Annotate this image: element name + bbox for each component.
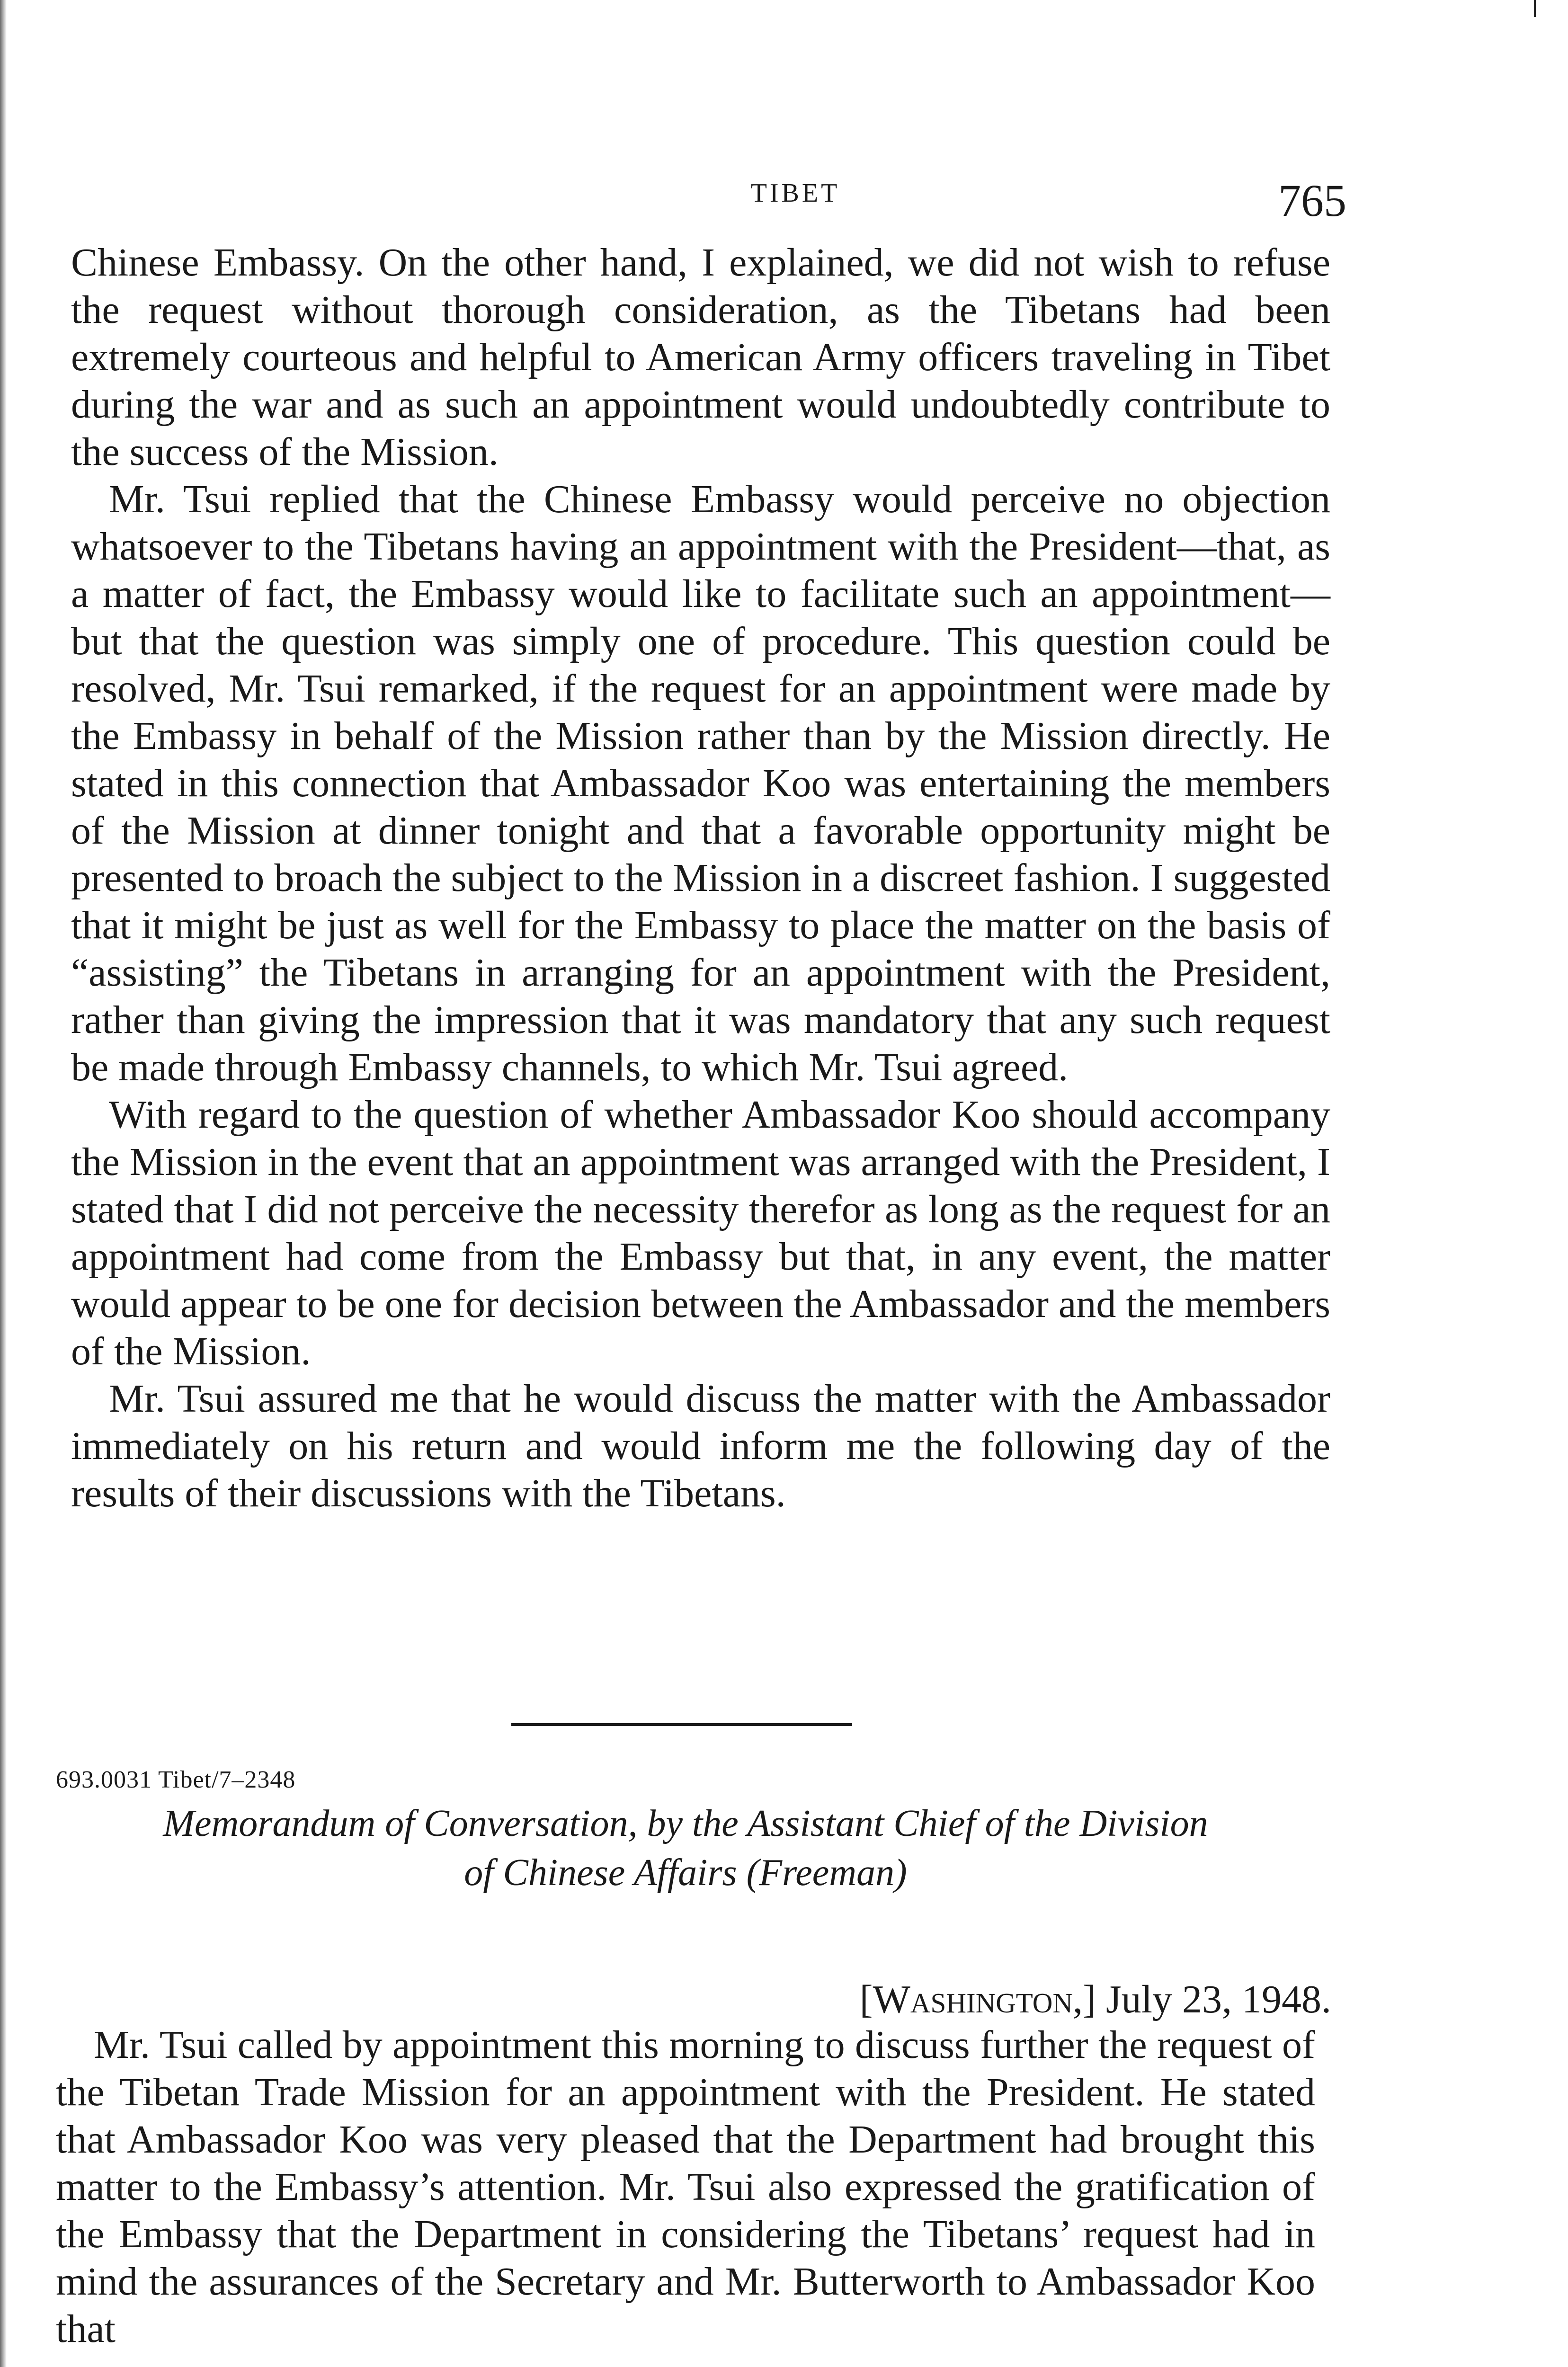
memorandum-title-line: of Chinese Affairs (Freeman) (464, 1852, 907, 1894)
paragraph: Chinese Embassy. On the other hand, I explained, we did not wish to refuse the request without thorough consideration, as the Tibetans had been extremely courteous and helpful to American Army officers traveling in Tibet during the war and as such an appointment would undoubtedly contribute to the success of the Mission. (71, 240, 1330, 474)
running-head-title: TIBET (750, 178, 840, 208)
memorandum-title-line: Memorandum of Conversation, by the Assistant Chief of the Division (163, 1803, 1208, 1844)
file-reference: 693.0031 Tibet/7–2348 (56, 1766, 296, 1793)
dateline-date: July 23, 1948. (1096, 1977, 1331, 2021)
running-head (0, 174, 1568, 226)
dateline (860, 1976, 1331, 2022)
section-divider (511, 1723, 852, 1726)
paragraph: With regard to the question of whether Ambassador Koo should accompany the Mission in the event that an appointment was arranged with the President, I stated that I did not perceive the necessity therefor as long as the request for an appointment had come from the Embassy but that, in any event, the matter would appear to be one for decision between the Ambassador and the members of the Mission. (71, 1093, 1330, 1373)
paragraph: Mr. Tsui assured me that he would discuss the matter with the Ambassador immediately on his return and would inform me the following day of the results of their discussions with the Tibetans. (71, 1377, 1330, 1515)
dateline-place: [Washington,] (859, 1977, 1096, 2021)
memorandum-body (56, 2021, 1315, 2353)
paragraph: Mr. Tsui replied that the Chinese Embassy would perceive no objection whatsoever to the Tibetans having an appointment with the President—that, as a matter of fact, the Embassy would like to facilitate such an appointment—but that the question was simply one of procedure. This question could be resolved, Mr. Tsui remarked, if the request for an appointment were made by the Embassy in behalf of the Mission rather than by the Mission directly. He stated in this connection that Ambassador Koo was entertaining the members of the Mission at dinner tonight and that a favorable opportunity might be presented to broach the subject to the Mission in a discreet fashion. I suggested that it might be just as well for the Embassy to place the matter on the basis of “assisting” the Tibetans in arranging for an appointment with the President, rather than giving the impression that it was mandatory that any such request be made through Embassy channels, to which Mr. Tsui agreed. (71, 477, 1330, 1089)
memorandum-title (56, 1799, 1315, 1897)
page-number: 765 (1278, 175, 1346, 226)
scan-mark (1534, 0, 1536, 17)
scan-edge-shadow (0, 0, 7, 2367)
body-text (71, 239, 1330, 1517)
paragraph: Mr. Tsui called by appointment this morning to discuss further the request of the Tibetan Trade Mission for an appointment with the President. He stated that Ambassador Koo was very pleased that the Department had brought this matter to the Embassy’s attention. Mr. Tsui also expressed the gratification of the Embassy that the Department in considering the Tibetans’ request had in mind the assurances of the Secretary and Mr. Butterworth to Ambassador Koo that (56, 2023, 1315, 2351)
